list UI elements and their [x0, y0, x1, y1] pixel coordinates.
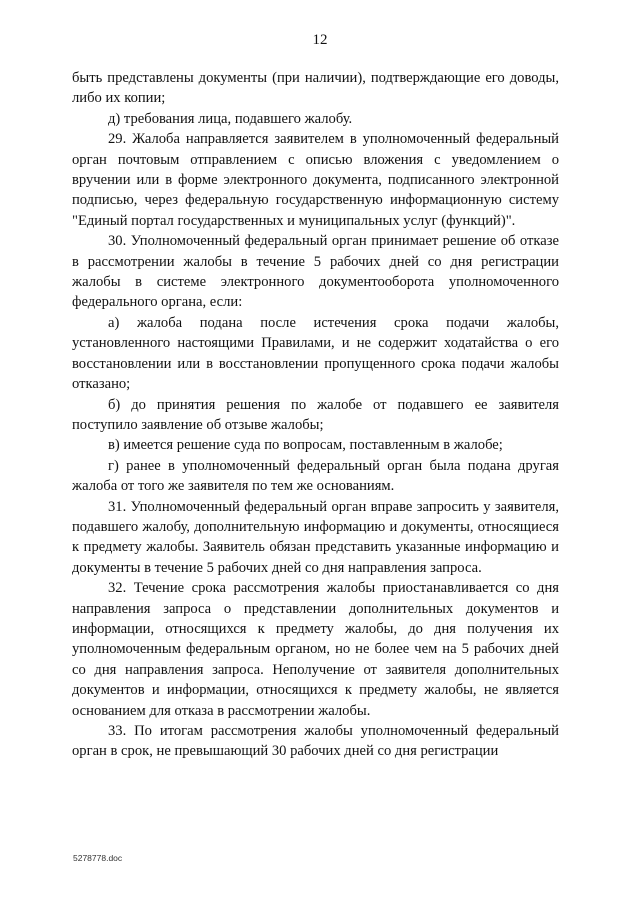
document-body — [72, 68, 559, 762]
page-number: 12 — [312, 32, 328, 48]
paragraph-continuation: быть представлены документы (при наличии), подтверждающие его доводы, либо их копии; — [72, 70, 559, 107]
paragraph-30-item-v: в) имеется решение суда по вопросам, поставленным в жалобе; — [108, 437, 503, 454]
paragraph-30-item-g: г) ранее в уполномоченный федеральный орган была подана другая жалоба от того же заявителя по тем же основаниям. — [72, 457, 559, 495]
paragraph-30: 30. Уполномоченный федеральный орган принимает решение об отказе в рассмотрении жалобы в течение 5 рабочих дней со дня регистрации жалобы в системе электронного документооборота уполномоченного федерального органа, если: — [72, 233, 559, 311]
paragraph-33: 33. По итогам рассмотрения жалобы уполномоченный федеральный орган в срок, не превышающий 30 рабочих дней со дня регистрации — [72, 723, 559, 760]
file-name-footer: 5278778.doc — [73, 853, 123, 863]
paragraph-31: 31. Уполномоченный федеральный орган вправе запросить у заявителя, подавшего жалобу, дополнительную информацию и документы, относящиеся к предмету жалобы. Заявитель обязан представить указанные информацию и документы в течение 5 рабочих дней со дня направления запроса. — [72, 498, 559, 576]
paragraph-32: 32. Течение срока рассмотрения жалобы приостанавливается со дня направления запроса о представлении дополнительных документов и информации, относящихся к предмету жалобы, до дня получения их уполномоченным федеральным органом, но не более чем на 5 рабочих дней со дня направления запроса. Неполучение от заявителя дополнительных документов и информации, относящихся к предмету жалобы, не является основанием для отказа в рассмотрении жалобы. — [72, 580, 559, 719]
paragraph-30-item-b: б) до принятия решения по жалобе от подавшего ее заявителя поступило заявление об отзыве жалобы; — [72, 396, 559, 433]
paragraph-item-d: д) требования лица, подавшего жалобу. — [108, 110, 353, 127]
paragraph-29: 29. Жалоба направляется заявителем в уполномоченный федеральный орган почтовым отправлением с описью вложения с уведомлением о вручении или в форме электронного документа, подписанного электронной подписью, через федеральную государственную информационную систему "Единый портал государственных и муниципальных услуг (функций)". — [72, 131, 559, 229]
paragraph-30-item-a: а) жалоба подана после истечения срока подачи жалобы, установленного настоящими Правилами, и не содержит ходатайства о его восстановлении или в восстановлении пропущенного срока подачи жалобы отказано; — [72, 314, 559, 393]
